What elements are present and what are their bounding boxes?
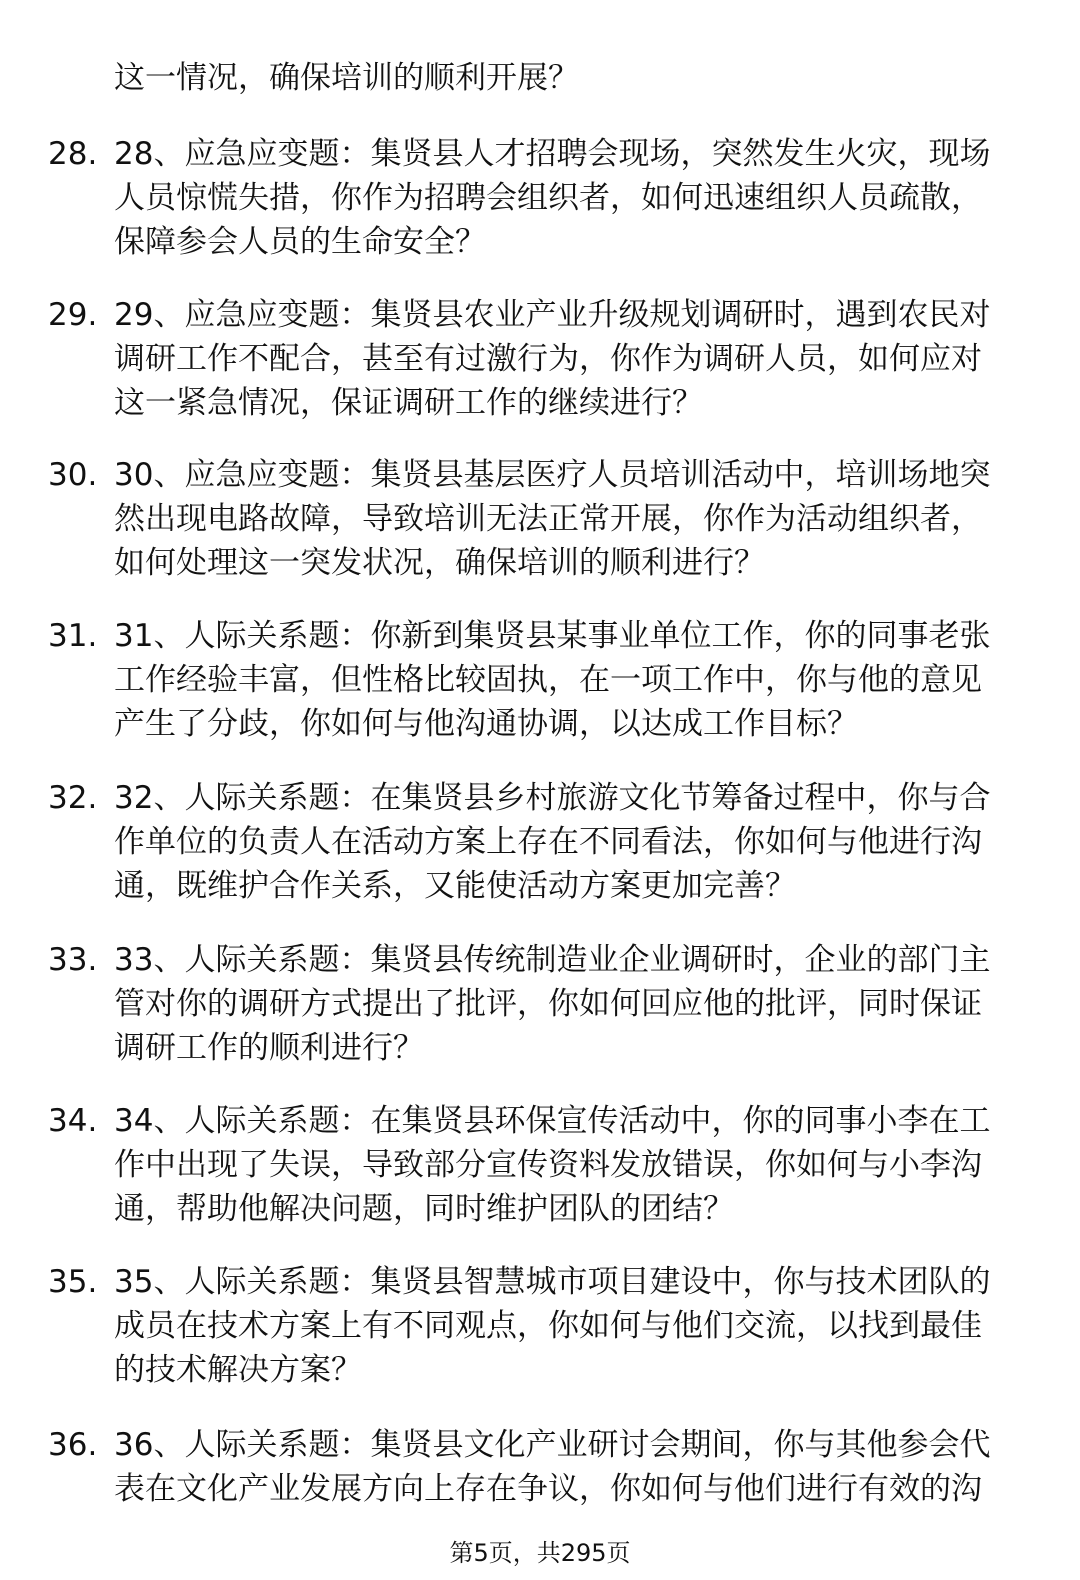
question-line: 产生了分歧，你如何与他沟通协调，以达成工作目标？ — [114, 706, 858, 742]
question-line: 调研工作不配合，甚至有过激行为，你作为调研人员，如何应对 — [114, 341, 982, 377]
question-line: 管对你的调研方式提出了批评，你如何回应他的批评，同时保证 — [114, 986, 982, 1022]
question-number: 29. — [48, 297, 98, 333]
question-text — [114, 1423, 1039, 1511]
question-number: 34. — [48, 1103, 98, 1139]
continued-question-text: 这一情况，确保培训的顺利开展？ — [114, 60, 579, 96]
question-number: 33. — [48, 942, 98, 978]
question-text — [114, 938, 1039, 1070]
question-line: 调研工作的顺利进行？ — [114, 1030, 424, 1066]
question-line: 通，帮助他解决问题，同时维护团队的团结？ — [114, 1191, 734, 1227]
question-line: 成员在技术方案上有不同观点，你如何与他们交流，以找到最佳 — [114, 1308, 982, 1344]
question-line: 作单位的负责人在活动方案上存在不同看法，你如何与他进行沟 — [114, 824, 982, 860]
question-text — [114, 1260, 1039, 1392]
question-line: 人员惊慌失措，你作为招聘会组织者，如何迅速组织人员疏散， — [114, 180, 982, 216]
question-number: 28. — [48, 136, 98, 172]
question-line: 这一紧急情况，保证调研工作的继续进行？ — [114, 385, 703, 421]
question-line: 31、人际关系题：你新到集贤县某事业单位工作，你的同事老张 — [114, 618, 991, 654]
question-line: 34、人际关系题：在集贤县环保宣传活动中，你的同事小李在工 — [114, 1103, 991, 1139]
question-line: 35、人际关系题：集贤县智慧城市项目建设中，你与技术团队的 — [114, 1264, 991, 1300]
question-text — [114, 132, 1039, 264]
question-text — [114, 293, 1039, 425]
question-line: 36、人际关系题：集贤县文化产业研讨会期间，你与其他参会代 — [114, 1427, 991, 1463]
question-number: 31. — [48, 618, 98, 654]
question-text — [114, 1099, 1039, 1231]
question-number: 30. — [48, 457, 98, 493]
question-line: 作中出现了失误，导致部分宣传资料发放错误，你如何与小李沟 — [114, 1147, 982, 1183]
question-line: 通，既维护合作关系，又能使活动方案更加完善？ — [114, 868, 796, 904]
question-line: 33、人际关系题：集贤县传统制造业企业调研时，企业的部门主 — [114, 942, 991, 978]
question-line: 32、人际关系题：在集贤县乡村旅游文化节筹备过程中，你与合 — [114, 780, 991, 816]
question-line: 然出现电路故障，导致培训无法正常开展，你作为活动组织者， — [114, 501, 982, 537]
question-line: 表在文化产业发展方向上存在争议，你如何与他们进行有效的沟 — [114, 1471, 982, 1507]
question-line: 如何处理这一突发状况，确保培训的顺利进行？ — [114, 545, 765, 581]
question-line: 保障参会人员的生命安全？ — [114, 224, 486, 260]
question-line: 的技术解决方案？ — [114, 1352, 362, 1388]
question-line: 工作经验丰富，但性格比较固执，在一项工作中，你与他的意见 — [114, 662, 982, 698]
question-text — [114, 776, 1039, 908]
question-line: 29、应急应变题：集贤县农业产业升级规划调研时，遇到农民对 — [114, 297, 991, 333]
question-line: 30、应急应变题：集贤县基层医疗人员培训活动中，培训场地突 — [114, 457, 991, 493]
question-number: 36. — [48, 1427, 98, 1463]
question-number: 35. — [48, 1264, 98, 1300]
question-text — [114, 614, 1039, 746]
page-footer: 第5页，共295页 — [449, 1539, 631, 1567]
question-text — [114, 453, 1039, 585]
question-number: 32. — [48, 780, 98, 816]
question-line: 28、应急应变题：集贤县人才招聘会现场，突然发生火灾，现场 — [114, 136, 991, 172]
